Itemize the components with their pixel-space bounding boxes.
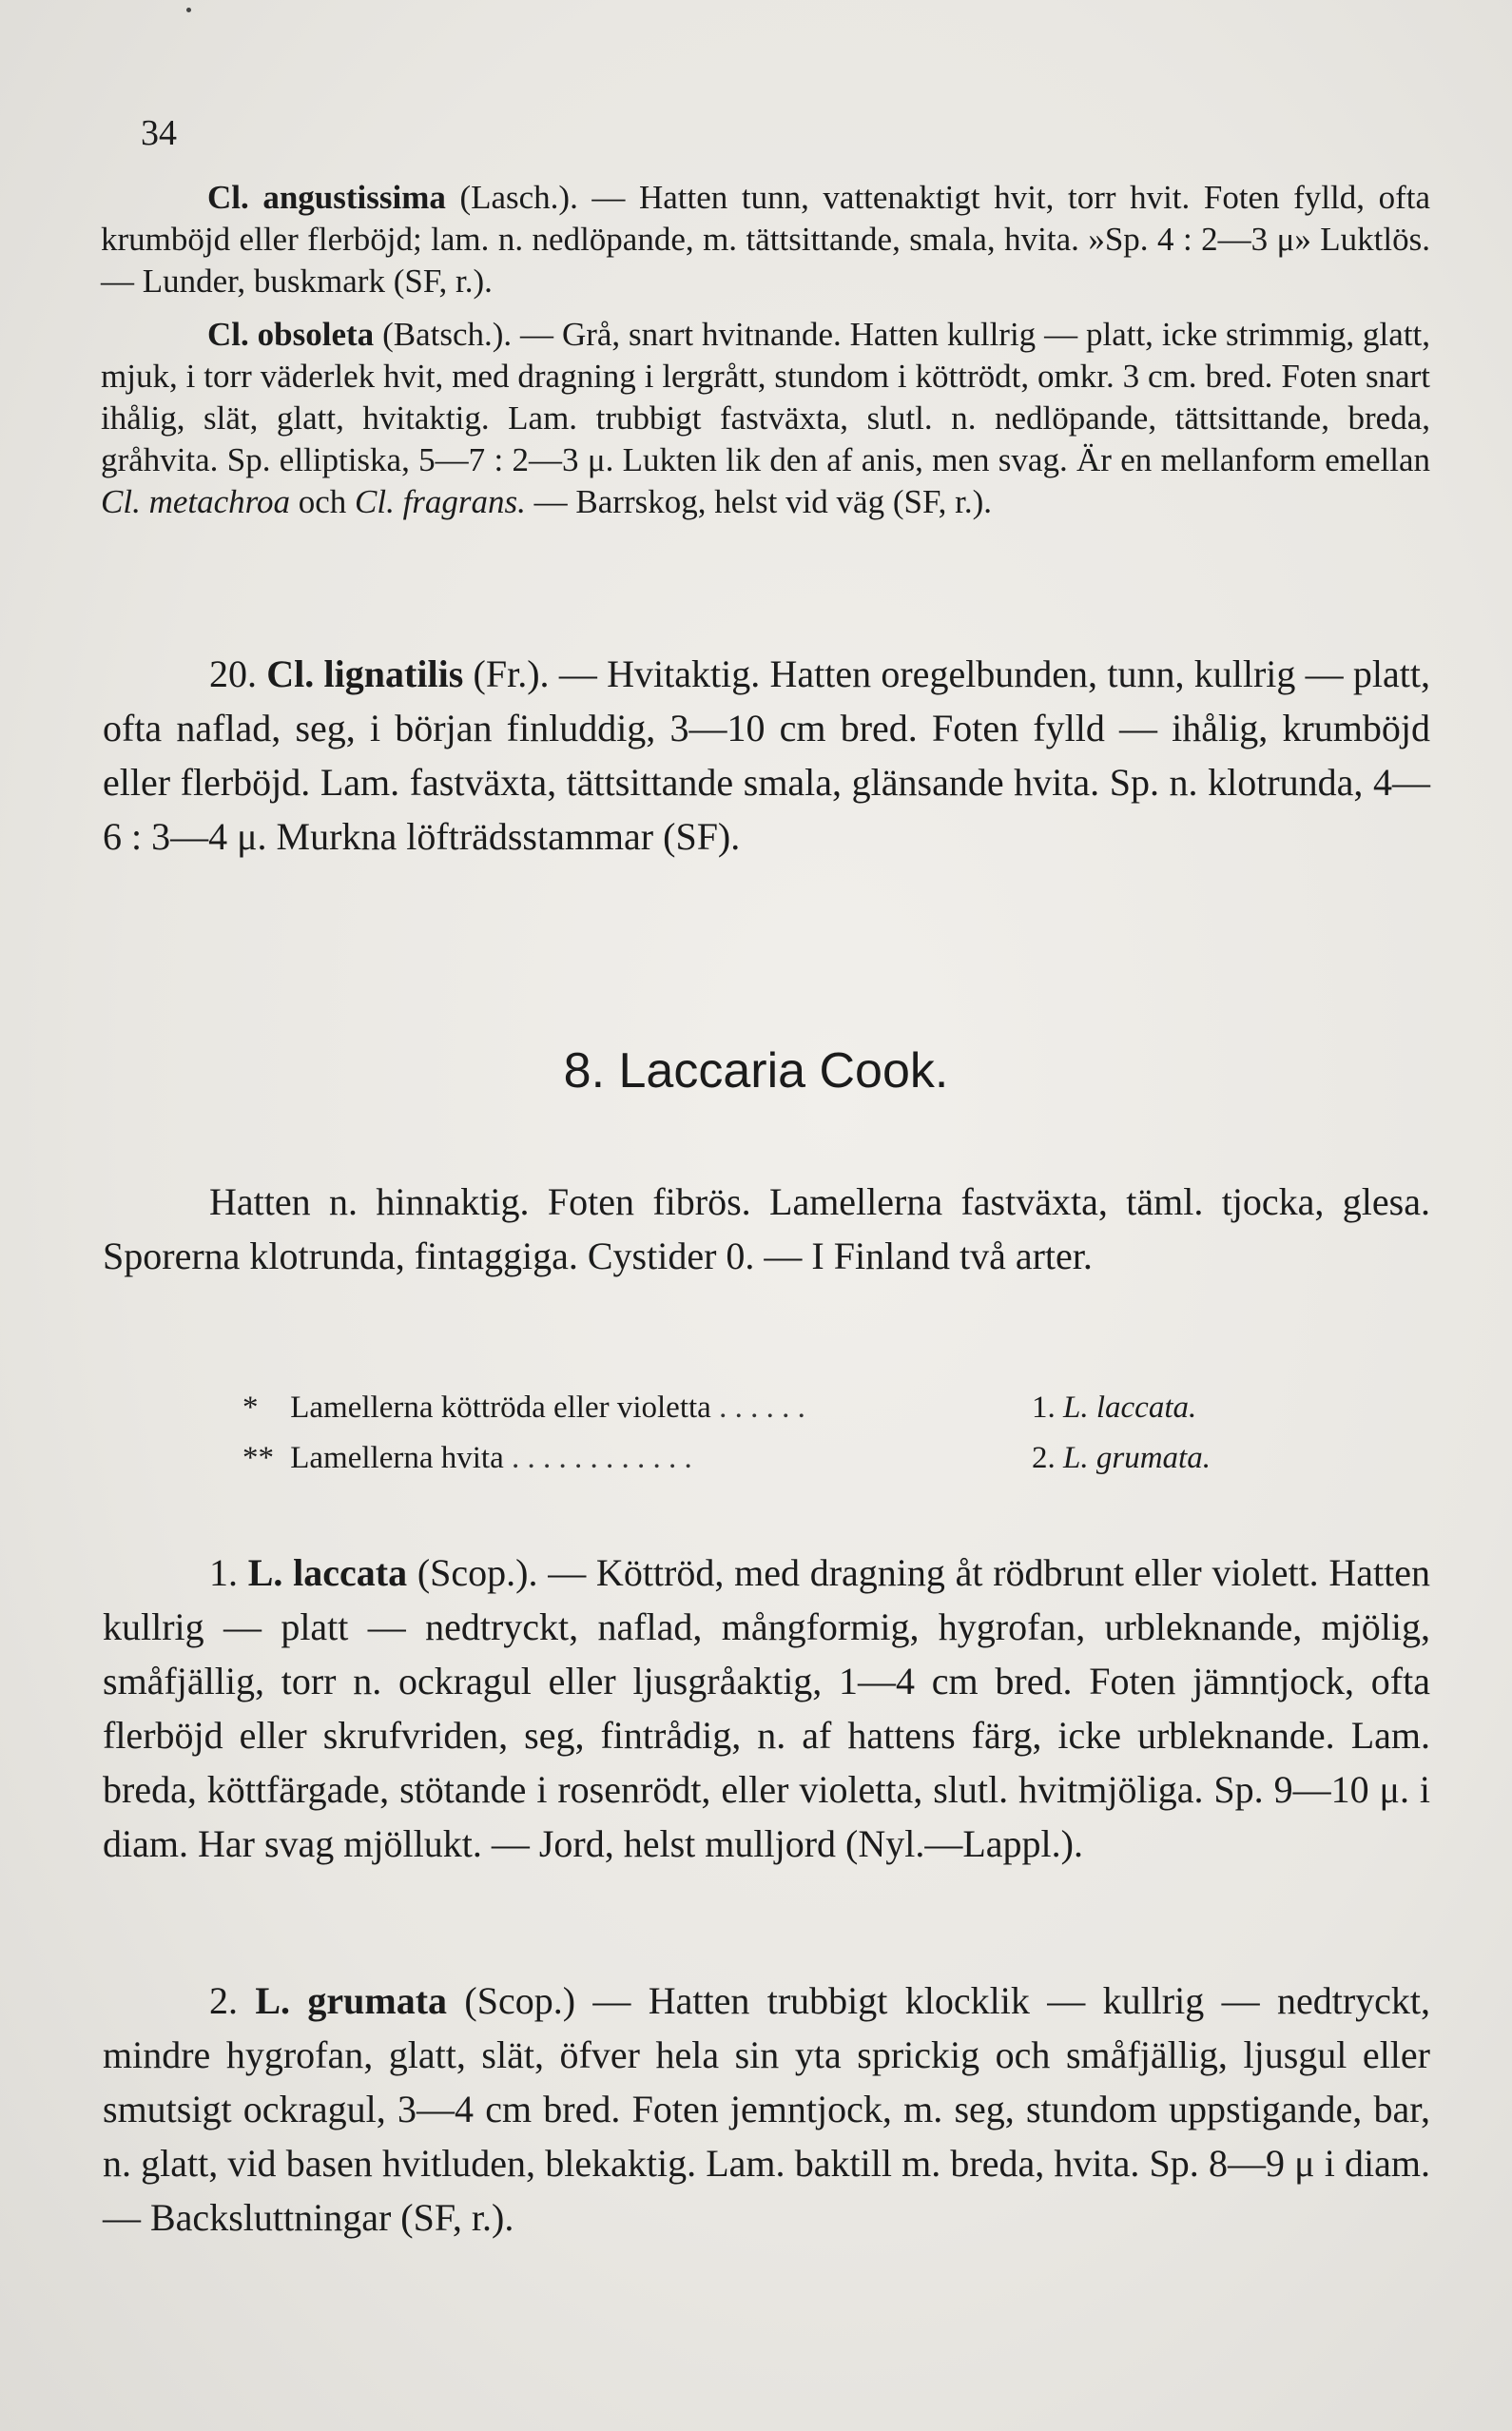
species-author: (Lasch.). <box>459 179 578 216</box>
species-reference: Cl. metachroa <box>101 483 290 520</box>
species-name: L. grumata <box>255 1979 448 2022</box>
species-name: Cl. obsoleta <box>207 316 375 353</box>
key-row <box>242 1441 1308 1476</box>
conjunction: och <box>298 483 347 520</box>
key-row <box>242 1391 1308 1426</box>
key-species: L. grumata. <box>1063 1441 1211 1475</box>
ink-speck <box>186 8 191 12</box>
page-number: 34 <box>141 113 177 153</box>
entry-obsoleta <box>101 314 1430 523</box>
genus-description <box>103 1175 1430 1283</box>
entry-number: 2. <box>209 1979 238 2022</box>
species-name: L. laccata <box>247 1551 408 1594</box>
habitat: — Barrskog, helst vid väg (SF, r.). <box>533 483 993 520</box>
genus-heading: 8. Laccaria Cook. <box>563 1043 949 1099</box>
species-description: — Hatten tunn, vattenaktigt hvit, torr hvit. Foten fylld, ofta krumböjd eller flerböjd; lam. n. nedlöpande, m. tättsittande, smala, hvita. »Sp. 4 : 2—3 μ» Luktlös. — Lunder, buskmark (SF, r.). <box>101 179 1430 300</box>
species-name: Cl. lignatilis <box>266 652 464 695</box>
species-author: (Fr.). <box>473 652 550 695</box>
entry-laccata <box>103 1546 1430 1871</box>
entry-grumata <box>103 1974 1430 2245</box>
key-text: Lamellerna hvita <box>290 1441 504 1475</box>
entry-angustissima <box>101 177 1430 302</box>
key-number: 2. <box>1032 1441 1056 1475</box>
genus-description-text: Hatten n. hinnaktig. Foten fibrös. Lamellerna fastväxta, täml. tjocka, glesa. Sporerna klotrunda, fintaggiga. Cystider 0. — I Finland två arter. <box>103 1180 1430 1277</box>
species-description: — Grå, snart hvitnande. Hatten kullrig — platt, icke strimmig, glatt, mjuk, i torr väderlek hvit, med dragning i lergrått, stundom i köttrödt, omkr. 3 cm. bred. Foten snart ihålig, slät, glatt, hvitaktig. Lam. trubbigt fastväxta, slutl. n. nedlöpande, tättsittande, breda, gråhvita. Sp. elliptiska, 5—7 : 2—3 μ. Lukten lik den af anis, men svag. Är en mellanform emellan <box>101 316 1431 478</box>
key-dots: . . . . . . <box>719 1391 805 1425</box>
key-number: 1. <box>1032 1391 1056 1425</box>
entry-number: 20. <box>209 652 257 695</box>
species-description: — Hatten trubbigt klocklik — kullrig — nedtryckt, mindre hygrofan, glatt, slät, öfver hela sin yta sprickig och småfjällig, ljusgul eller smutsigt ockragul, 3—4 cm bred. Foten jemntjock, m. seg, stundom uppstigande, bar, n. glatt, vid basen hvitluden, blekaktig. Lam. baktill m. breda, hvita. Sp. 8—9 μ i diam. — Backsluttningar (SF, r.). <box>103 1979 1431 2239</box>
key-text: Lamellerna köttröda eller violetta <box>290 1391 711 1425</box>
key-dots: . . . . . . . . . . . . <box>511 1441 692 1475</box>
species-author: (Scop.) <box>464 1979 576 2022</box>
species-reference: Cl. fragrans. <box>355 483 526 520</box>
species-author: (Scop.). <box>417 1551 538 1594</box>
species-author: (Batsch.). <box>382 316 513 353</box>
key-species: L. laccata. <box>1063 1391 1197 1425</box>
species-description: — Köttröd, med dragning åt rödbrunt eller violett. Hatten kullrig — platt — nedtryckt, naflad, mångformig, hygrofan, urbleknande, mjölig, småfjällig, torr n. ockragul eller ljusgråaktig, 1—4 cm bred. Foten jämntjock, ofta flerböjd eller skrufvriden, seg, fintrådig, n. af hattens färg, icke urbleknande. Lam. breda, köttfärgade, stötande i rosenrödt, eller violetta, slutl. hvitmjöliga. Sp. 9—10 μ. i diam. Har svag mjöllukt. — Jord, helst mulljord (Nyl.—Lappl.). <box>103 1551 1431 1865</box>
entry-lignatilis <box>103 647 1430 864</box>
species-name: Cl. angustissima <box>207 179 446 216</box>
species-description: — Hvitaktig. Hatten oregelbunden, tunn, kullrig — platt, ofta naflad, seg, i början finluddig, 3—10 cm bred. Foten fylld — ihålig, krumböjd eller flerböjd. Lam. fastväxta, tättsittande smala, glänsande hvita. Sp. n. klotrunda, 4—6 : 3—4 μ. Murkna löfträdsstammar (SF). <box>103 652 1431 858</box>
key-mark: * <box>242 1391 259 1425</box>
entry-number: 1. <box>209 1551 238 1594</box>
key-mark: ** <box>242 1441 274 1475</box>
